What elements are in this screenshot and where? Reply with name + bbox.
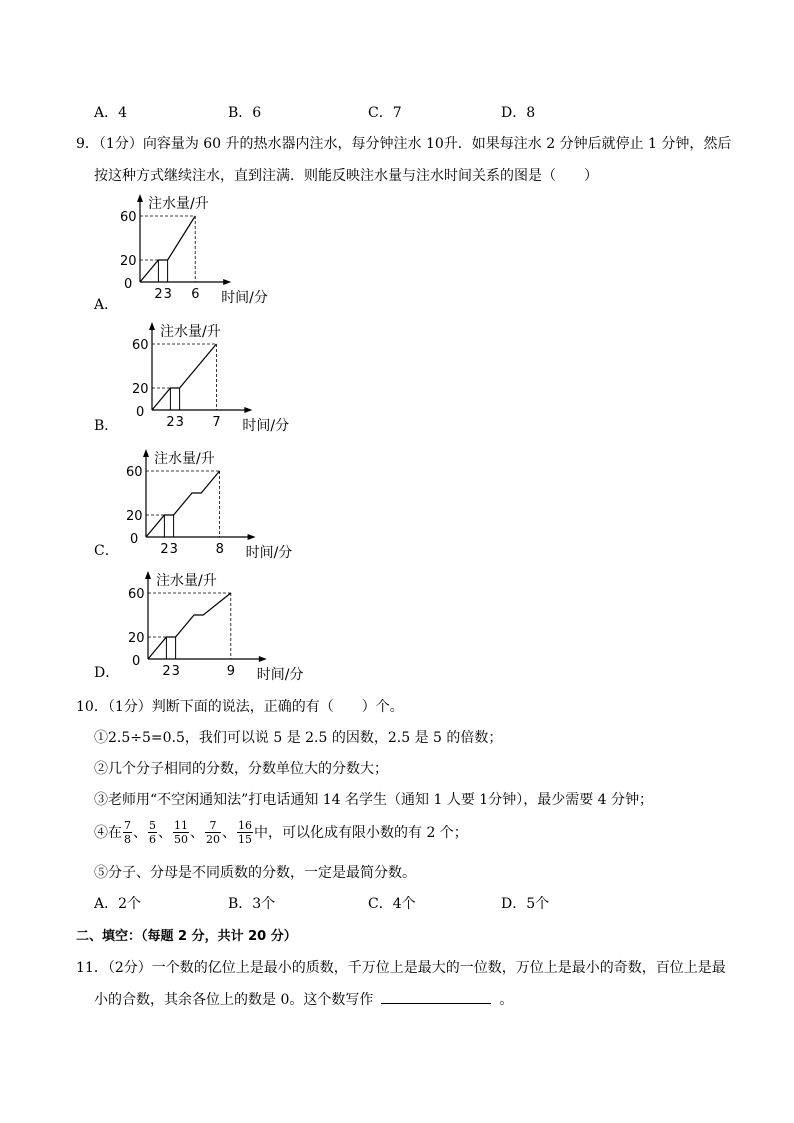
chart-c[interactable]: [116, 445, 316, 560]
y-tick-label: 60: [126, 465, 143, 480]
separator: 、: [158, 825, 172, 841]
q9-stem-line1: 9．（1分）向容量为 60 升的热水器内注水，每分钟注水 10升．如果每注水 2 分钟后就停止 1 分钟，然后: [76, 136, 732, 152]
x-tick-label: 8: [215, 542, 224, 557]
y-tick-label: 20: [120, 254, 137, 269]
q10-statement-2: ②几个分子相同的分数，分数单位大的分数大；: [94, 761, 388, 777]
data-line: [152, 344, 216, 410]
chart-d[interactable]: [118, 567, 318, 682]
x-axis-arrow: [259, 656, 267, 662]
q10-stem: 10．（1分）判断下面的说法，正确的有（ ）个。: [76, 699, 404, 715]
q10-statement-5: ⑤分子、分母是不同质数的分数，一定是最简分数。: [94, 865, 416, 881]
y-axis-label: 注水量/升: [154, 451, 215, 467]
fraction-16-15: $\frac{16}{15}$: [238, 818, 252, 846]
data-line: [146, 471, 220, 537]
q10-s4-prefix: ④在: [94, 825, 122, 841]
q10-statement-1: ①2.5÷5=0.5，我们可以说 5 是 2.5 的因数，2.5 是 5 的倍数；: [94, 730, 503, 746]
origin-label: 0: [136, 405, 145, 420]
y-axis-label: 注水量/升: [160, 324, 221, 340]
x-tick-label: 2: [166, 415, 175, 430]
q10-s4-suffix: 中，可以化成有限小数的有 2 个；: [254, 825, 468, 841]
origin-label: 0: [130, 532, 139, 547]
x-tick-label: 9: [226, 664, 236, 679]
answer-blank[interactable]: [381, 991, 491, 1004]
q11-stem-line1: 11．（2分）一个数的亿位上是最小的质数，千万位上是最大的一位数，万位上是最小的奇数，百位上是最: [76, 960, 726, 976]
y-tick-label: 20: [126, 509, 143, 524]
y-tick-label: 60: [132, 338, 149, 353]
q9-option-b-label[interactable]: B．: [94, 418, 119, 434]
x-tick-label: 3: [171, 664, 180, 679]
q10-option-c[interactable]: C．4个: [368, 896, 416, 912]
q9-option-a-label[interactable]: A．: [94, 297, 119, 313]
y-tick-label: 20: [128, 631, 145, 646]
data-line: [148, 593, 231, 659]
section-note: （每题 2 分，共计 20 分）: [141, 929, 297, 944]
q8-option-a[interactable]: A．4: [94, 105, 128, 121]
x-axis-label: 时间/分: [256, 667, 304, 682]
separator: 、: [222, 825, 236, 841]
q11-end: 。: [499, 992, 514, 1008]
origin-label: 0: [124, 277, 133, 292]
q8-option-b[interactable]: B．6: [228, 105, 262, 121]
x-axis-label: 时间/分: [245, 545, 293, 560]
fraction-7-8: $\frac{7}{8}$: [124, 818, 131, 846]
q10-option-a[interactable]: A．2个: [94, 896, 142, 912]
x-axis-arrow: [223, 279, 231, 285]
x-tick-label: 2: [154, 287, 163, 302]
q8-option-c[interactable]: C．7: [368, 105, 402, 121]
q11-stem-line2: [94, 989, 513, 1009]
x-tick-label: 3: [169, 542, 178, 557]
separator: 、: [133, 825, 147, 841]
section-title: 二、填空：: [76, 929, 142, 944]
q10-option-b[interactable]: B．3个: [228, 896, 276, 912]
y-axis-arrow: [143, 449, 149, 457]
chart-a[interactable]: [110, 190, 310, 305]
x-axis-arrow: [248, 534, 256, 540]
x-tick-label: 3: [163, 287, 172, 302]
y-tick-label: 20: [132, 382, 149, 397]
x-axis-label: 时间/分: [242, 418, 290, 433]
y-axis-arrow: [137, 194, 143, 202]
y-axis-label: 注水量/升: [148, 196, 209, 212]
x-tick-label: 6: [191, 287, 200, 302]
q8-option-d[interactable]: D．8: [501, 105, 536, 121]
q10-statement-3: ③老师用“不空闲通知法”打电话通知 14 名学生（通知 1 人要 1分钟），最少需要 4 分钟；: [94, 792, 653, 808]
x-axis-arrow: [244, 407, 252, 413]
fraction-7-20: $\frac{7}{20}$: [206, 818, 220, 846]
fraction-5-6: $\frac{5}{6}$: [149, 818, 156, 846]
y-axis-arrow: [149, 322, 155, 330]
origin-label: 0: [132, 654, 141, 669]
section-heading: [76, 925, 297, 944]
x-tick-label: 2: [162, 664, 171, 679]
q10-statement-4: [94, 815, 468, 849]
y-axis-arrow: [145, 571, 151, 579]
x-axis-label: 时间/分: [221, 290, 268, 305]
separator: 、: [190, 825, 204, 841]
y-tick-label: 60: [128, 587, 145, 602]
q11-line2-text: 小的合数，其余各位上的数是 0。这个数写作: [94, 992, 374, 1008]
q9-stem-line2: 按这种方式继续注水，直到注满．则能反映注水量与注水时间关系的图是（ ）: [94, 168, 598, 184]
fraction-11-50: $\frac{11}{50}$: [174, 818, 188, 846]
x-tick-label: 2: [160, 542, 169, 557]
y-tick-label: 60: [120, 210, 137, 225]
chart-b[interactable]: [122, 318, 322, 433]
q9-option-c-label[interactable]: C．: [94, 543, 119, 559]
y-axis-label: 注水量/升: [156, 573, 217, 589]
q9-option-d-label[interactable]: D．: [94, 665, 120, 681]
q10-option-d[interactable]: D．5个: [501, 896, 550, 912]
x-tick-label: 7: [212, 415, 221, 430]
x-tick-label: 3: [175, 415, 184, 430]
